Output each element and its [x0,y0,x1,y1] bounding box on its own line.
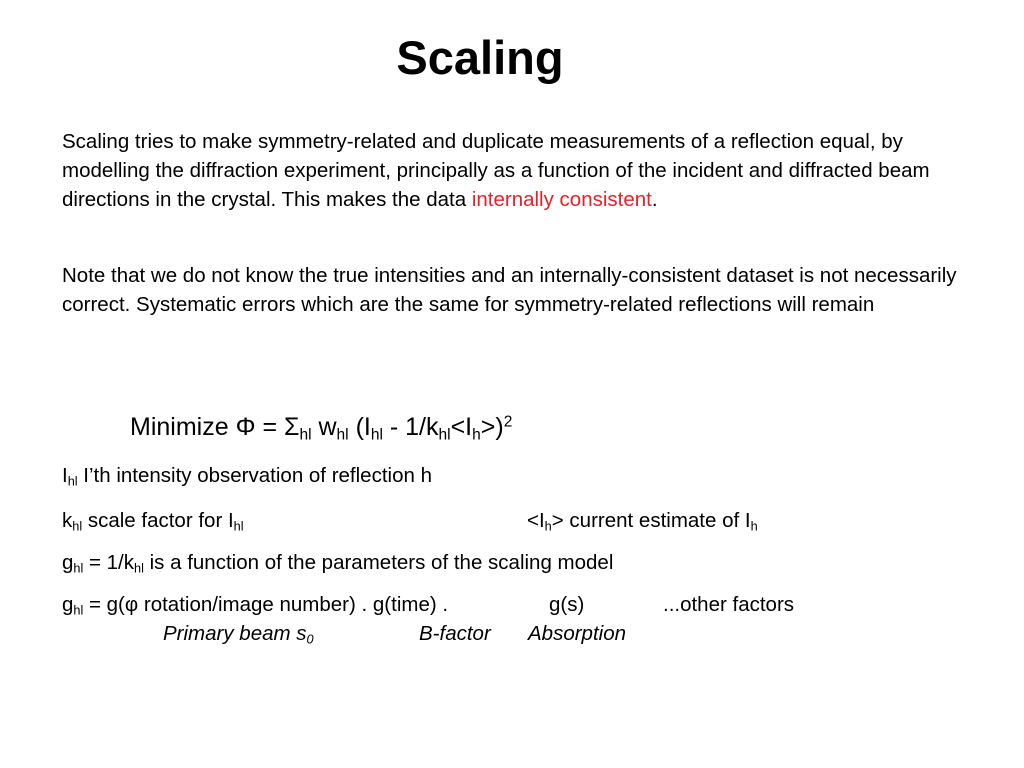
paragraph-scaling-description [62,127,972,214]
paragraph-note: Note that we do not know the true intensities and an internally-consistent dataset is not necessarily correct. Systematic errors which are the same for symmetry-related reflections will remain [62,264,957,316]
definition-intensity: $I_{hl}$ I’th intensity observation of reflection h [62,464,432,489]
slide-title: Scaling [396,31,564,84]
label-primary-beam: Primary beam $s_0$ [163,622,314,647]
definition-g-function: $g_{hl} = 1/k_{hl}$ is a function of the parameters of the scaling model [62,551,614,576]
paragraph-end: . [651,188,658,211]
minimize-formula: Minimize $\Phi = \Sigma_{hl}$ $w_{hl}$ $(I_{hl} - 1/k_{hl}<I_h>)^2$ [130,413,513,444]
definition-current-estimate: $<I_h>$ current estimate of $I_h$ [527,509,758,534]
label-absorption: Absorption [528,622,627,645]
label-b-factor: B-factor [419,622,491,645]
other-factors-term: ...other factors [663,593,795,616]
paragraph-text: Scaling tries to make symmetry-related and duplicate measurements of a reflection equal, by modelling the diffraction experiment, principally as a function of the incident and diffracted beam directions in the crystal. This makes the data [62,130,930,211]
highlight-internally-consistent: internally consistent [471,188,652,211]
g-s-term: g(s) [549,593,585,616]
definition-g-expansion: $g_{hl} = g(\varphi$ rotation/image number) . g(time) . [62,593,449,618]
definition-scale-factor: $k_{hl}$ scale factor for $I_{hl}$ [62,509,244,534]
